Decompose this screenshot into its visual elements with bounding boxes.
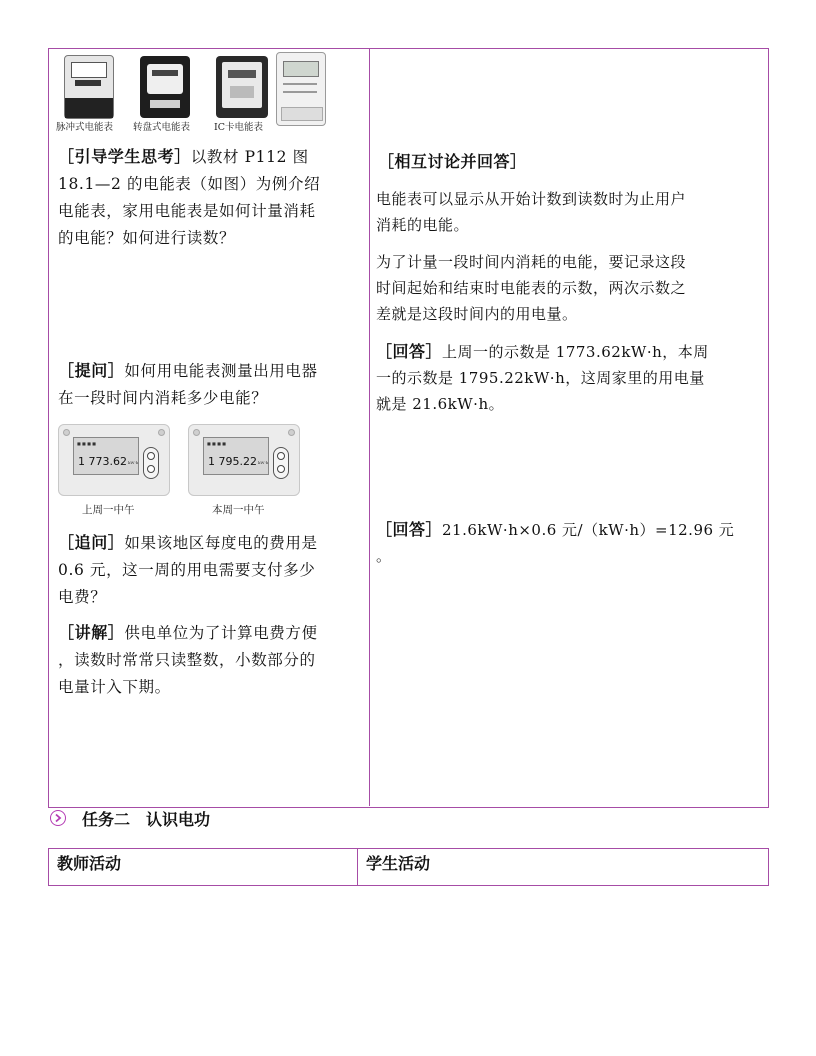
reading-last-week: 1 773.62 [78,455,127,468]
reading-this-week: 1 795.22 [208,455,257,468]
student-answer-4: ［回答］21.6kW·h×0.6 元/（kW·h）=12.96 元 。 [376,520,735,565]
col-teacher-activity: 教师活动 [57,854,122,873]
answer-tag-2: ［回答］ [376,520,443,539]
ic-card-meter-image [216,56,268,118]
caption-this-week: 本周一中午 [212,504,265,516]
explain-tag: ［讲解］ [58,623,125,642]
teacher-explain-paragraph: ［讲解］供电单位为了计算电费方便 ，读数时常常只读整数，小数部分的 电量计入下期。 [58,623,318,696]
student-answer-3: ［回答］上周一的示数是 1773.62kW·h，本周 一的示数是 1795.22kW·h，这周家里的用电量 就是 21.6kW·h。 [376,342,709,413]
guide-tag: ［引导学生思考］ [58,147,191,166]
top-table-divider [369,48,370,806]
answer-tag-1: ［回答］ [376,342,443,361]
student-answer-2: 为了计量一段时间内消耗的电能，要记录这段 时间起始和结束时电能表的示数，两次示数之 差就是这段时间内的用电量。 [376,253,687,323]
chevron-right-icon [50,810,66,826]
student-answer-1: 电能表可以显示从开始计数到读数时为止用户 消耗的电能。 [376,190,687,234]
smart-meter-image [276,52,326,126]
student-discuss-heading: ［相互讨论并回答］ [378,152,527,171]
caption-ic-card-meter: IC卡电能表 [214,122,264,133]
col-student-activity: 学生活动 [366,854,431,873]
task2-table-divider [357,848,358,885]
meter-this-week: ■ ■ ■ ■ 1 795.22 kW·h [188,424,300,496]
dial-meter-image [140,56,190,118]
caption-dial-meter: 转盘式电能表 [133,122,191,133]
followup-tag: ［追问］ [58,533,125,552]
caption-pulse-meter: 脉冲式电能表 [56,122,114,133]
task2-title: 任务二 认识电功 [82,810,211,829]
teacher-question-paragraph: ［提问］如何用电能表测量出用电器 在一段时间内消耗多少电能？ [58,361,318,407]
teacher-followup-paragraph: ［追问］如果该地区每度电的费用是 0.6 元，这一周的用电需要支付多少 电费？ [58,533,318,606]
teacher-guide-paragraph: ［引导学生思考］以教材 P112 图 18.1—2 的电能表（如图）为例介绍 电能表，家用电能表是如何计量消耗 的电能？如何进行读数？ [58,147,321,247]
meter-last-week: ■ ■ ■ ■ 1 773.62 kW·h [58,424,170,496]
caption-last-week: 上周一中午 [82,504,135,516]
pulse-meter-image [64,55,114,119]
question-tag: ［提问］ [58,361,125,380]
